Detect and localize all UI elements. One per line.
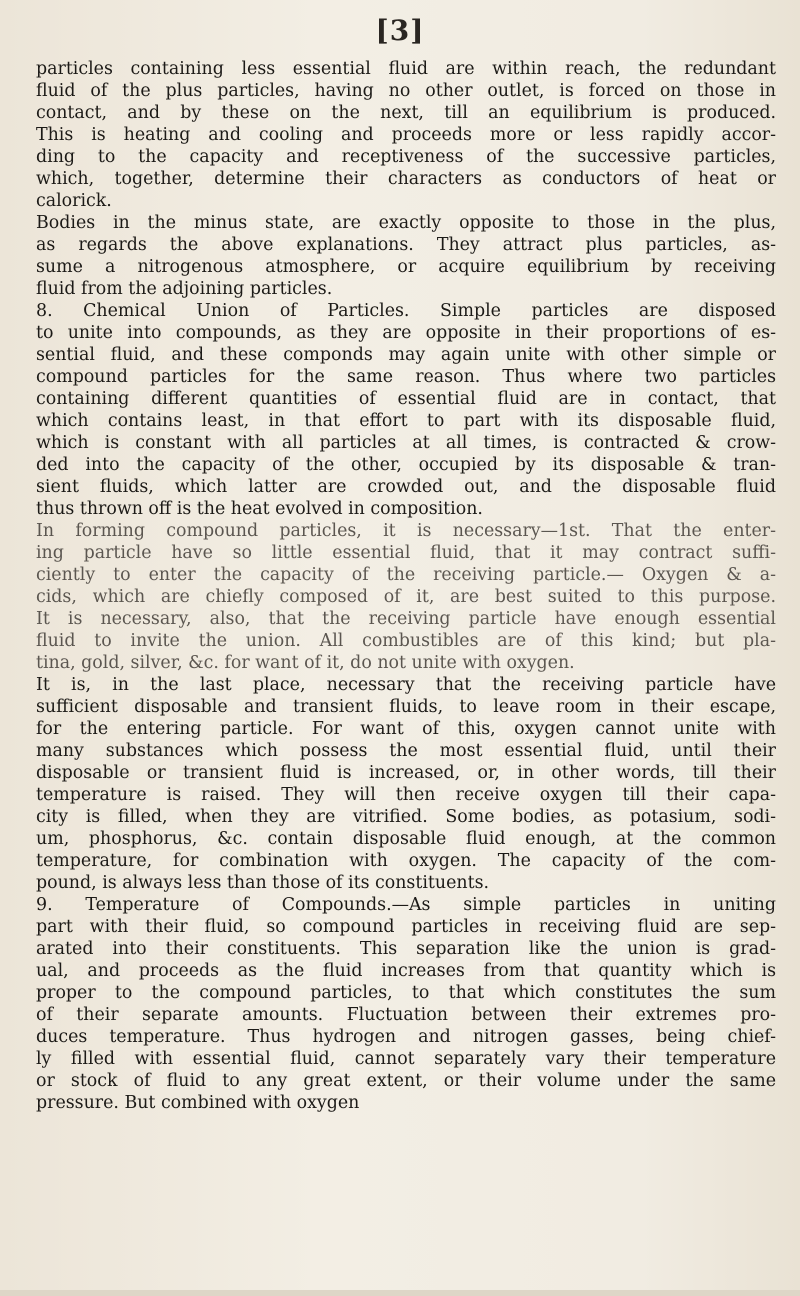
text-line: fluid of the plus particles, having no other outlet, is forced on those in [36, 81, 776, 101]
text-line: sufficient disposable and transient fluids, to leave room in their escape, [36, 697, 776, 717]
section-heading-line: 8. Chemical Union of Particles. Simple particles are disposed [36, 301, 776, 321]
text-line: sient fluids, which latter are crowded out, and the disposable fluid [36, 477, 776, 497]
text-line: disposable or transient fluid is increased, or, in other words, till their [36, 763, 776, 783]
text-line: ual, and proceeds as the fluid increases from that quantity which is [36, 961, 776, 981]
text-line: um, phosphorus, &c. contain disposable fluid enough, at the common [36, 829, 776, 849]
text-line: contact, and by these on the next, till an equilibrium is produced. [36, 103, 776, 123]
text-line: pound, is always less than those of its constituents. [36, 873, 490, 893]
text-line: It is necessary, also, that the receiving particle have enough essential [36, 609, 776, 629]
text-line: part with their fluid, so compound particles in receiving fluid are sep- [36, 917, 776, 937]
text-line: ciently to enter the capacity of the receiving particle.— Oxygen & a- [36, 565, 776, 585]
text-line: which, together, determine their characters as conductors of heat or [36, 169, 776, 189]
text-line: ding to the capacity and receptiveness of the successive particles, [36, 147, 776, 167]
text-line: cids, which are chiefly composed of it, are best suited to this purpose. [36, 587, 776, 607]
text-line: city is filled, when they are vitrified. Some bodies, as potasium, sodi- [36, 807, 776, 827]
text-line: proper to the compound particles, to that which constitutes the sum [36, 983, 776, 1003]
text-line: pressure. But combined with oxygen [36, 1093, 360, 1113]
text-line: Bodies in the minus state, are exactly opposite to those in the plus, [36, 213, 776, 233]
page-body-text [36, 58, 776, 1114]
text-line: many substances which possess the most essential fluid, until their [36, 741, 776, 761]
text-line: of their separate amounts. Fluctuation between their extremes pro- [36, 1005, 776, 1025]
text-line: for the entering particle. For want of this, oxygen cannot unite with [36, 719, 776, 739]
text-line: It is, in the last place, necessary that the receiving particle have [36, 675, 776, 695]
text-line: ing particle have so little essential fluid, that it may contract suffi- [36, 543, 776, 563]
section-heading-line: 9. Temperature of Compounds.—As simple particles in uniting [36, 895, 776, 915]
text-line: sential fluid, and these componds may again unite with other simple or [36, 345, 776, 365]
text-line: temperature is raised. They will then receive oxygen till their capa- [36, 785, 776, 805]
text-line: temperature, for combination with oxygen. The capacity of the com- [36, 851, 776, 871]
text-line: which is constant with all particles at all times, is contracted & crow- [36, 433, 776, 453]
text-line: sume a nitrogenous atmosphere, or acquire equilibrium by receiving [36, 257, 776, 277]
text-line: or stock of fluid to any great extent, or their volume under the same [36, 1071, 776, 1091]
text-line: In forming compound particles, it is necessary—1st. That the enter- [36, 521, 776, 541]
page-number: [3] [375, 14, 425, 47]
text-line: containing different quantities of essential fluid are in contact, that [36, 389, 776, 409]
text-line: to unite into compounds, as they are opposite in their proportions of es- [36, 323, 776, 343]
text-line: arated into their constituents. This separation like the union is grad- [36, 939, 776, 959]
text-line: particles containing less essential fluid are within reach, the redundant [36, 59, 776, 79]
text-line: fluid from the adjoining particles. [36, 279, 333, 299]
text-line: compound particles for the same reason. Thus where two particles [36, 367, 776, 387]
text-line: which contains least, in that effort to part with its disposable fluid, [36, 411, 776, 431]
text-line: duces temperature. Thus hydrogen and nitrogen gasses, being chief- [36, 1027, 776, 1047]
text-line: This is heating and cooling and proceeds more or less rapidly accor- [36, 125, 776, 145]
text-line: as regards the above explanations. They attract plus particles, as- [36, 235, 776, 255]
text-line: fluid to invite the union. All combustibles are of this kind; but pla- [36, 631, 776, 651]
text-line: tina, gold, silver, &c. for want of it, do not unite with oxygen. [36, 653, 575, 673]
text-line: calorick. [36, 191, 112, 211]
page-bottom-edge [0, 1290, 800, 1296]
text-line: ly filled with essential fluid, cannot separately vary their temperature [36, 1049, 776, 1069]
text-line: ded into the capacity of the other, occupied by its disposable & tran- [36, 455, 776, 475]
text-line: thus thrown off is the heat evolved in composition. [36, 499, 483, 519]
